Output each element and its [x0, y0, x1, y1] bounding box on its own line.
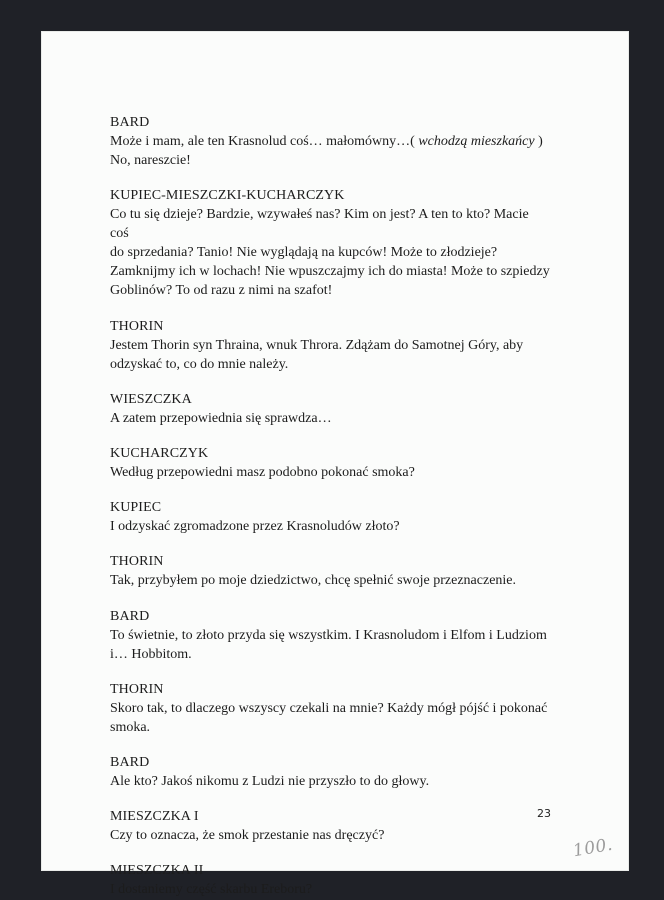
speaker-name: BARD — [110, 755, 150, 770]
dialogue-block — [110, 607, 550, 664]
dialogue-block — [110, 186, 550, 300]
speaker-name: KUCHARCZYK — [110, 446, 209, 461]
dialogue-block — [110, 113, 550, 170]
dialogue-line: do sprzedania? Tanio! Nie wyglądają na kupców! Może to złodzieje? — [110, 245, 498, 260]
dialogue-line: Zamknijmy ich w lochach! Nie wpuszczajmy ich do miasta! Może to szpiedzy — [110, 264, 550, 279]
dialogue-line: Skoro tak, to dlaczego wszyscy czekali na mnie? Każdy mógł pójść i pokonać — [110, 701, 548, 716]
dialogue-line — [110, 132, 550, 151]
dialogue-line: Czy to oznacza, że smok przestanie nas dręczyć? — [110, 828, 385, 843]
speaker-name: WIESZCZKA — [110, 392, 192, 407]
dialogue-line: No, nareszcie! — [110, 153, 191, 168]
handwritten-page-mark: 100. — [571, 834, 615, 862]
script-text — [110, 97, 550, 899]
dialogue-block — [110, 390, 550, 428]
dialogue-line: Ale kto? Jakoś nikomu z Ludzi nie przyszło to do głowy. — [110, 774, 430, 789]
dialogue-line: Co tu się dzieje? Bardzie, wzywałeś nas? Kim on jest? A ten to kto? Macie coś — [110, 207, 529, 241]
speaker-name: THORIN — [110, 554, 164, 569]
dialogue-text: Może i mam, ale ten Krasnolud coś… małomówny…( — [110, 134, 415, 149]
dialogue-line: Tak, przybyłem po moje dziedzictwo, chcę spełnić swoje przeznaczenie. — [110, 573, 517, 588]
dialogue-block — [110, 552, 550, 590]
stage-direction: wchodzą mieszkańcy — [414, 134, 539, 149]
speaker-name: KUPIEC — [110, 500, 162, 515]
dialogue-line: To świetnie, to złoto przyda się wszystkim. I Krasnoludom i Elfom i Ludziom — [110, 628, 547, 643]
dialogue-block — [110, 753, 550, 791]
dialogue-line: i… Hobbitom. — [110, 647, 192, 662]
speaker-name: BARD — [110, 115, 150, 130]
dialogue-line: Według przepowiedni masz podobno pokonać smoka? — [110, 465, 415, 480]
dialogue-block — [110, 680, 550, 737]
dialogue-block — [110, 317, 550, 374]
speaker-name: MIESZCZKA II — [110, 863, 204, 878]
dialogue-block — [110, 444, 550, 482]
dialogue-block — [110, 807, 550, 845]
dialogue-line: I dostaniemy część skarbu Ereboru? — [110, 882, 313, 897]
speaker-name: KUPIEC-MIESZCZKI-KUCHARCZYK — [110, 188, 345, 203]
dialogue-block — [110, 861, 550, 899]
dialogue-line: A zatem przepowiednia się sprawdza… — [110, 411, 332, 426]
dialogue-text: ) — [538, 134, 543, 149]
dialogue-block — [110, 498, 550, 536]
dialogue-line: odzyskać to, co do mnie należy. — [110, 357, 289, 372]
speaker-name: BARD — [110, 609, 150, 624]
speaker-name: THORIN — [110, 682, 164, 697]
document-page — [41, 31, 629, 897]
dialogue-line: smoka. — [110, 720, 151, 735]
dialogue-line: Jestem Thorin syn Thraina, wnuk Throra. Zdążam do Samotnej Góry, aby — [110, 338, 524, 353]
dialogue-line: Goblinów? To od razu z nimi na szafot! — [110, 283, 333, 298]
page-number: 23 — [537, 807, 551, 820]
speaker-name: THORIN — [110, 319, 164, 334]
speaker-name: MIESZCZKA I — [110, 809, 199, 824]
dialogue-line: I odzyskać zgromadzone przez Krasnoludów złoto? — [110, 519, 400, 534]
